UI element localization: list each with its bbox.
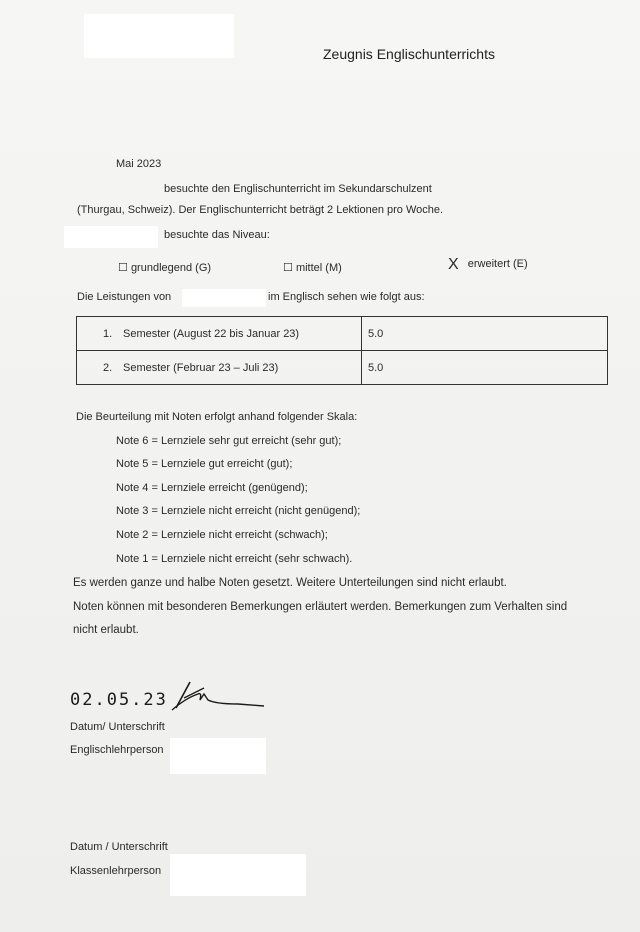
semester-label: Semester (Februar 23 – Juli 23) — [123, 361, 279, 374]
level-label-m: mittel (M) — [295, 262, 342, 274]
date-line: Mai 2023 — [116, 158, 162, 170]
level-option-g — [118, 261, 211, 274]
scale-item: Note 5 = Lernziele gut erreicht (gut); — [116, 458, 293, 470]
x-mark-icon: X — [448, 256, 459, 273]
level-option-m — [283, 261, 342, 274]
level-label-g: grundlegend (G) — [130, 262, 212, 274]
redacted-header — [84, 14, 234, 58]
redacted-name-inline — [182, 289, 266, 307]
redacted-teacher-name — [170, 738, 266, 774]
role-english-teacher: Englischlehrperson — [70, 744, 164, 756]
signature-icon — [68, 678, 268, 718]
note-remarks: Noten können mit besonderen Bemerkungen erläutert werden. Bemerkungen zum Verhalten sind — [73, 601, 568, 613]
scale-item: Note 3 = Lernziele nicht erreicht (nicht genügend); — [116, 505, 361, 517]
signature-label-class: Datum / Unterschrift — [70, 841, 168, 853]
scale-item: Note 2 = Lernziele nicht erreicht (schwach); — [116, 529, 328, 541]
checkbox-empty-icon: ☐ — [283, 262, 293, 274]
page-title: Zeugnis Englischunterrichts — [323, 46, 495, 62]
table-row — [77, 317, 608, 351]
semester-table — [76, 316, 608, 385]
semester-cell — [77, 351, 362, 385]
grade-cell: 5.0 — [362, 317, 608, 351]
semester-label: Semester (August 22 bis Januar 23) — [123, 327, 300, 340]
scale-intro: Die Beurteilung mit Noten erfolgt anhand folgender Skala: — [76, 411, 358, 423]
checkbox-empty-icon: ☐ — [118, 262, 128, 274]
semester-number: 1. — [103, 327, 113, 340]
note-half-grades: Es werden ganze und halbe Noten gesetzt. Weitere Unterteilungen sind nicht erlaubt. — [73, 577, 507, 589]
role-class-teacher: Klassenlehrperson — [70, 865, 162, 877]
level-option-e — [448, 256, 528, 274]
level-intro: besuchte das Niveau: — [164, 229, 270, 241]
semester-cell — [77, 317, 362, 351]
scale-item: Note 4 = Lernziele erreicht (genügend); — [116, 482, 308, 494]
scale-item: Note 6 = Lernziele sehr gut erreicht (sehr gut); — [116, 435, 342, 447]
scale-item: Note 1 = Lernziele nicht erreicht (sehr schwach). — [116, 553, 353, 565]
table-row — [77, 351, 608, 385]
signature-label-english: Datum/ Unterschrift — [70, 721, 165, 733]
note-remarks-cont: nicht erlaubt. — [73, 624, 139, 636]
performance-line-end: im Englisch sehen wie folgt aus: — [268, 291, 425, 303]
level-label-e: erweitert (E) — [467, 258, 528, 270]
attendance-line: besuchte den Englischunterricht im Sekundarschulzent — [164, 183, 432, 195]
handwritten-date: 02.05.23 — [70, 690, 168, 710]
semester-number: 2. — [103, 361, 113, 374]
performance-line-start: Die Leistungen von — [77, 291, 172, 303]
grade-cell: 5.0 — [362, 351, 608, 385]
redacted-class-teacher-name — [170, 854, 306, 896]
location-line: (Thurgau, Schweiz). Der Englischunterricht beträgt 2 Lektionen pro Woche. — [77, 204, 444, 216]
redacted-name — [64, 226, 158, 248]
